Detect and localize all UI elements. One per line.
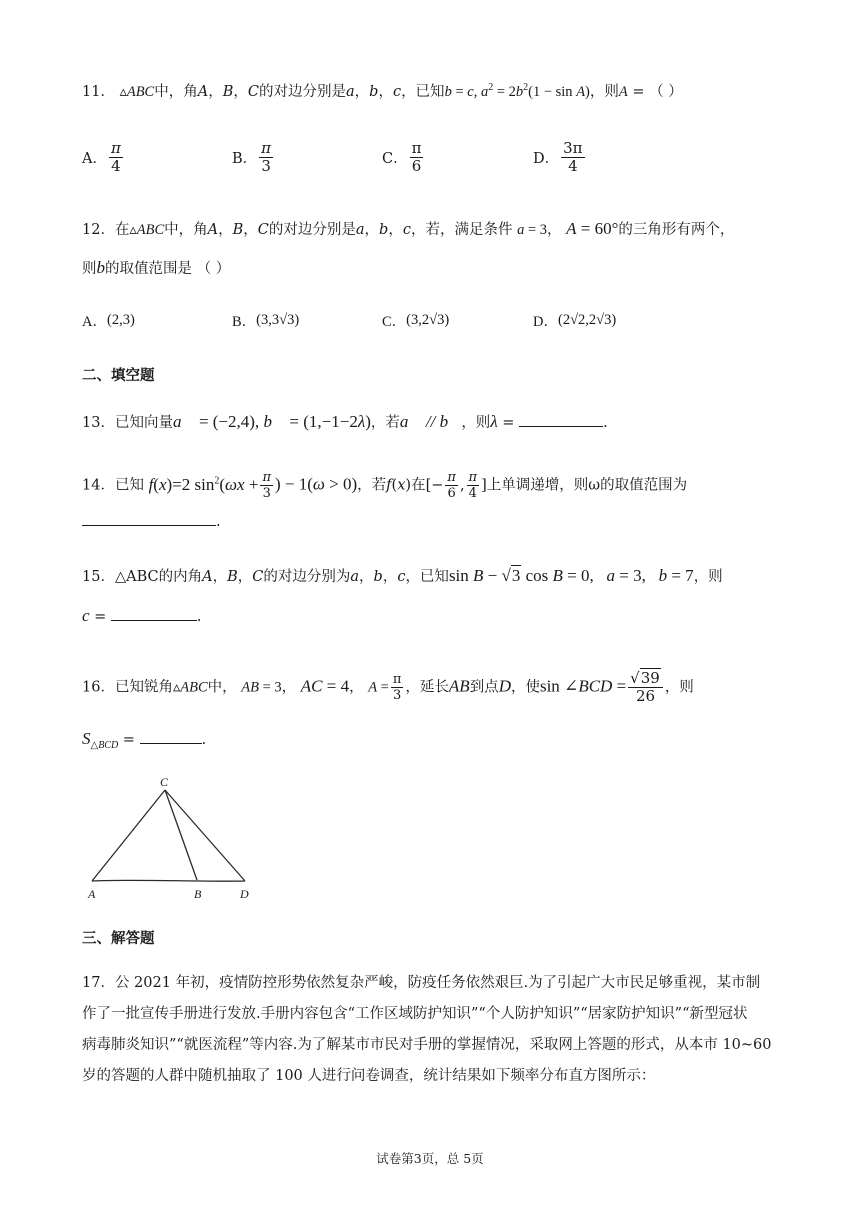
segment-cb [165, 790, 197, 880]
page-footer: 试卷第3页，总 5页 [376, 1151, 484, 1166]
q11-option-b[interactable]: B． $\frac{\pi}{3}$ [232, 139, 272, 175]
question-15-stem: 15．△ABC的内角A，B，C的对边分别为a，b，c，已知sin B − √3 cos B = 0, a = 3, b = 7，则 [82, 566, 723, 585]
q12-option-d[interactable]: D． (2√2,2√3) [533, 312, 617, 330]
q16-answer-line: $S_{\triangle BCD}$ = . [82, 729, 207, 751]
section-fill-in-title: 二、填空题 [82, 368, 155, 384]
question-17-paragraph [82, 968, 782, 1092]
segment-ca [92, 790, 165, 881]
q11-option-d[interactable]: D． $\frac{3\pi}{4}$ [533, 139, 583, 175]
q11-option-c[interactable]: C． $\frac{\pi}{6}$ [382, 139, 422, 175]
q15-answer-blank[interactable] [111, 620, 197, 621]
section-answer-title: 三、解答题 [82, 931, 155, 947]
q17-line: 17．公 2021 年初，疫情防控形势依然复杂严峻，防疫任务依然艰巨.为了引起广大市民足够重视，某市制 [82, 975, 761, 991]
question-16-stem: 16．已知锐角▵ABC中， AB = 3， AC = 4， A = $\frac{\pi}{3}$ ，延长AB到点D，使sin ∠BCD = $\frac{√39}{26}$ ，则 [82, 669, 694, 705]
q17-line: 病毒肺炎知识”“就医流程”等内容.为了解某市市民对手册的掌握情况，采取网上答题的形式，从本市 10~60 [82, 1037, 772, 1053]
segment-cd [165, 790, 245, 881]
label-a: A [88, 887, 96, 901]
question-11-stem: 11． ▵ABC中，角A，B，C的对边分别是a，b，c，已知b = c, $a^2 = 2b^2(1 - \sin A)$，则A = （ ） [82, 82, 683, 100]
q17-line: 作了一批宣传手册进行发放.手册内容包含“工作区域防护知识”“个人防护知识”“居家防护知识”“新型冠状 [82, 1006, 748, 1022]
q14-answer-line: . [82, 512, 221, 532]
q15-answer-line: c = . [82, 606, 202, 625]
q12-option-b[interactable]: B． (3,3√3) [232, 312, 300, 330]
q13-answer-blank[interactable] [519, 426, 603, 427]
q14-answer-blank[interactable] [82, 525, 216, 526]
segment-ad [92, 880, 245, 881]
q12-option-c[interactable]: C． (3,2√3) [382, 312, 450, 330]
label-b: B [194, 887, 202, 901]
question-12-stem-line1: 12．在▵ABC中，角A，B，C的对边分别是a，b，c，若，满足条件 a = 3， A = 60°的三角形有两个， [82, 219, 735, 238]
label-d: D [240, 887, 249, 901]
q16-answer-blank[interactable] [140, 743, 202, 744]
q11-option-a[interactable]: A． $\frac{\pi}{4}$ [82, 139, 121, 175]
q17-line: 岁的答题的人群中随机抽取了 100 人进行问卷调查，统计结果如下频率分布直方图所示： [82, 1068, 656, 1084]
question-12-stem-line2: 则b的取值范围是 （ ） [82, 258, 231, 277]
label-c: C [160, 775, 169, 789]
q12-option-a[interactable]: A． (2,3) [82, 312, 135, 330]
question-14-stem: 14．已知 f(x)=2 $\sin^2(\omega x$ + $\frac{\pi}{3}$ ) − 1(ω > 0)，若f(x)在[− $\frac{\pi}{6}$ , $\frac{\pi}{4}$ ]上单调递增，则ω的取值范围为 [82, 470, 688, 501]
triangle-figure [80, 772, 270, 904]
question-13-stem: 13．已知向量a⃗ = (−2,4), b⃗ = (1,−1−2λ)，若a⃗ // b⃗，则λ = . [82, 412, 608, 431]
